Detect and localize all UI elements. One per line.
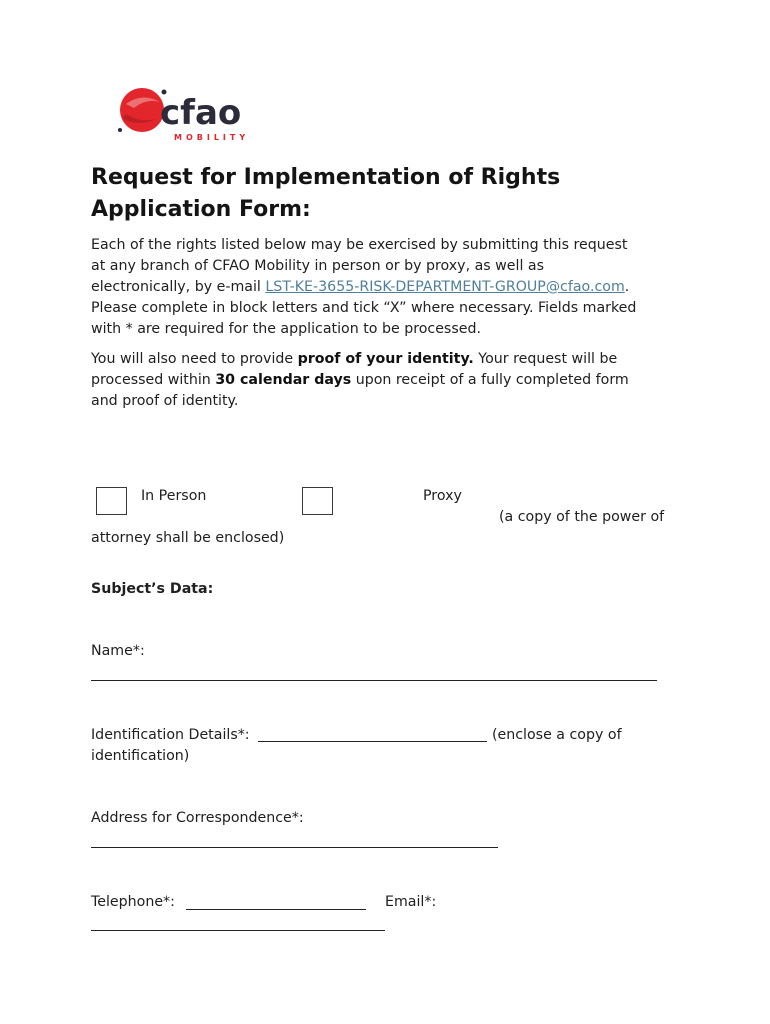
email-label: Email*: [385, 894, 437, 910]
proxy-label: Proxy [423, 488, 462, 504]
identification-label: Identification Details*: [91, 727, 250, 743]
intro-line: electronically, by e-mail [91, 279, 266, 295]
proxy-checkbox[interactable] [302, 487, 333, 515]
intro-paragraph [91, 235, 691, 340]
intro-line: Each of the rights listed below may be exercised by submitting this request [91, 237, 628, 253]
subject-data-heading: Subject’s Data: [91, 581, 214, 597]
intro-punct: . [624, 279, 630, 295]
identity-text: You will also need to provide [91, 351, 298, 367]
identity-text: Your request will be [473, 351, 618, 367]
address-label: Address for Correspondence*: [91, 810, 304, 826]
title-line-1: Request for Implementation of Rights [91, 165, 561, 190]
identification-note: (enclose a copy of [492, 727, 622, 743]
in-person-checkbox[interactable] [96, 487, 127, 515]
identity-text: and proof of identity. [91, 393, 239, 409]
title-line-2: Application Form: [91, 197, 311, 222]
intro-line: at any branch of CFAO Mobility in person or by proxy, as well as [91, 258, 544, 274]
intro-line: Please complete in block letters and tick “X” where necessary. Fields marked [91, 300, 637, 316]
in-person-label: In Person [141, 488, 207, 504]
email-field[interactable] [91, 930, 385, 931]
proxy-note: (a copy of the power of [499, 509, 665, 525]
email-link[interactable]: LST-KE-3655-RISK-DEPARTMENT-GROUP@cfao.com [265, 279, 625, 295]
logo-tagline: MOBILITY [174, 133, 250, 142]
identity-paragraph [91, 349, 691, 412]
logo-dot [118, 128, 122, 132]
identity-text: processed within [91, 372, 216, 388]
page-title [91, 162, 691, 226]
intro-line: with * are required for the application to be processed. [91, 321, 481, 337]
address-field[interactable] [91, 847, 498, 848]
identification-note-continued: identification) [91, 748, 190, 764]
logo-brand-text: cfao [160, 93, 242, 133]
cfao-logo-mark [112, 84, 272, 144]
identity-bold: proof of your identity. [297, 351, 474, 367]
name-label: Name*: [91, 643, 145, 659]
proxy-note-continued: attorney shall be enclosed) [91, 530, 285, 546]
identity-text: upon receipt of a fully completed form [351, 372, 629, 388]
deadline-bold: 30 calendar days [215, 372, 352, 388]
logo-red-disc [120, 88, 164, 132]
name-field[interactable] [91, 680, 657, 681]
telephone-field[interactable] [186, 909, 366, 910]
telephone-label: Telephone*: [91, 894, 175, 910]
identification-field[interactable] [258, 741, 487, 742]
cfao-mobility-logo [112, 84, 272, 144]
